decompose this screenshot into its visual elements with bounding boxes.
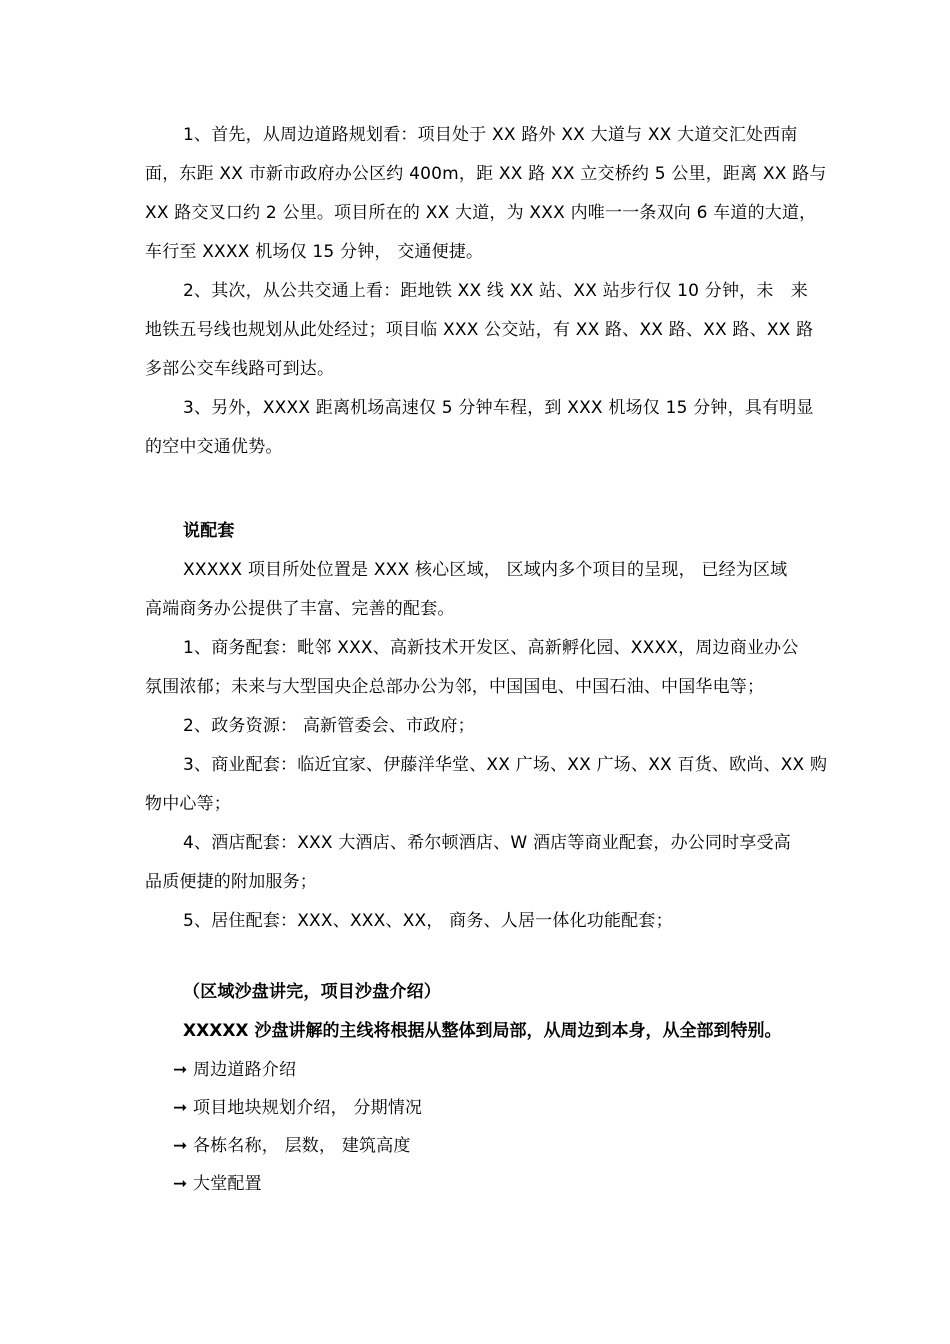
- list-item-label: 项目地块规划介绍， 分期情况: [193, 1098, 423, 1118]
- paragraph-line: 氛围浓郁；未来与大型国央企总部办公为邻，中国国电、中国石油、中国华电等；: [145, 677, 765, 697]
- paragraph-line: 3、商业配套：临近宜家、伊藤洋华堂、XX 广场、XX 广场、XX 百货、欧尚、XX 购: [183, 755, 828, 775]
- paragraph-line: 2、其次，从公共交通上看：距地铁 XX 线 XX 站、XX 站步行仅 10 分钟，未 来: [183, 281, 808, 301]
- arrow-right-icon: ➞: [173, 1136, 188, 1156]
- list-item-label: 各栋名称， 层数， 建筑高度: [193, 1136, 411, 1156]
- paragraph-line: 5、居住配套：XXX、XXX、XX， 商务、人居一体化功能配套；: [183, 911, 673, 931]
- paragraph-line: 地铁五号线也规划从此处经过；项目临 XXX 公交站，有 XX 路、XX 路、XX 路、XX 路: [145, 320, 814, 340]
- list-item-label: 周边道路介绍: [193, 1060, 297, 1080]
- paragraph-line: 高端商务办公提供了丰富、完善的配套。: [145, 599, 455, 619]
- list-item: [145, 1165, 825, 1203]
- intro-line: XXXXX 沙盘讲解的主线将根据从整体到局部，从周边到本身，从全部到特别。: [183, 1021, 782, 1041]
- list-item-label: 大堂配置: [193, 1174, 262, 1194]
- paragraph-line: 4、酒店配套：XXX 大酒店、希尔顿酒店、W 酒店等商业配套，办公同时享受高: [183, 833, 791, 853]
- paragraph-line: 的空中交通优势。: [145, 437, 283, 457]
- paragraph-line: 品质便捷的附加服务；: [145, 872, 317, 892]
- traffic-section: [145, 116, 825, 467]
- arrow-right-icon: ➞: [173, 1060, 188, 1080]
- paragraph-line: 2、政务资源： 高新管委会、市政府；: [183, 716, 475, 736]
- arrow-right-icon: ➞: [173, 1174, 188, 1194]
- list-item: [145, 1051, 825, 1089]
- paragraph-line: 1、商务配套：毗邻 XXX、高新技术开发区、高新孵化园、XXXX，周边商业办公: [183, 638, 799, 658]
- sand-table-section: [145, 973, 825, 1203]
- paragraph-line: 车行至 XXXX 机场仅 15 分钟， 交通便捷。: [145, 242, 484, 262]
- list-item: [145, 1127, 825, 1165]
- paragraph-line: 多部公交车线路可到达。: [145, 359, 335, 379]
- section-heading: 说配套: [183, 521, 235, 541]
- outline-list: [145, 1051, 825, 1203]
- list-item: [145, 1089, 825, 1127]
- section-heading: （区域沙盘讲完，项目沙盘介绍）: [183, 982, 441, 1002]
- paragraph-line: 3、另外，XXXX 距离机场高速仅 5 分钟车程，到 XXX 机场仅 15 分钟，具有明显: [183, 398, 814, 418]
- paragraph-line: 面，东距 XX 市新市政府办公区约 400m，距 XX 路 XX 立交桥约 5 公里，距离 XX 路与: [145, 164, 827, 184]
- paragraph-line: 1、首先，从周边道路规划看：项目处于 XX 路外 XX 大道与 XX 大道交汇处西南: [183, 125, 798, 145]
- paragraph-line: 物中心等；: [145, 794, 231, 814]
- amenities-section: [145, 512, 828, 941]
- paragraph-line: XXXXX 项目所处位置是 XXX 核心区域， 区域内多个项目的呈现， 已经为区域: [183, 560, 788, 580]
- paragraph-line: XX 路交叉口约 2 公里。项目所在的 XX 大道，为 XXX 内唯一一条双向 6 车道的大道，: [145, 203, 817, 223]
- arrow-right-icon: ➞: [173, 1098, 188, 1118]
